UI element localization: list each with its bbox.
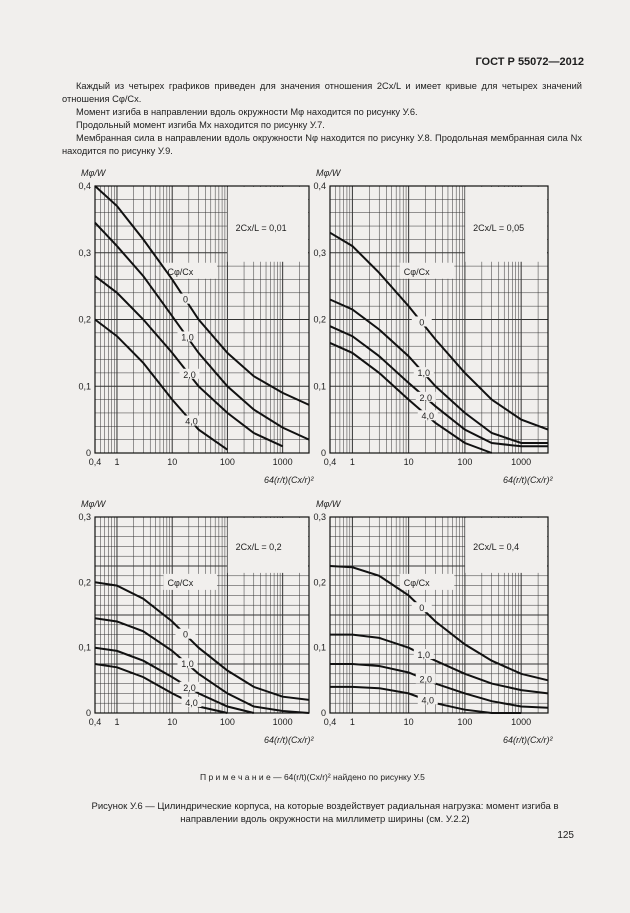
y-tick-label: 0,1 [78, 642, 91, 653]
x-tick-label: 0,4 [323, 717, 337, 727]
y-tick-label: 0,1 [313, 642, 326, 653]
x-tick-label: 1000 [272, 717, 293, 727]
y-tick-label: 0,2 [313, 314, 326, 325]
series-label: 4,0 [185, 416, 198, 427]
x-tick-label: 0,4 [88, 717, 102, 727]
x-tick-label: 100 [457, 457, 473, 467]
x-axis-label: 64(r/t)(Cx/r)² [264, 475, 314, 485]
y-tick-label: 0 [320, 708, 326, 718]
series-label: 1,0 [417, 368, 431, 379]
y-tick-label: 0,4 [313, 181, 326, 191]
series-label: 1,0 [181, 659, 194, 670]
x-tick-label: 10 [167, 717, 178, 727]
x-tick-label: 10 [167, 457, 178, 467]
y-tick-label: 0,2 [78, 577, 91, 588]
y-tick-label: 0,3 [313, 247, 326, 258]
series-label: 2,0 [183, 682, 196, 693]
figure-caption: Рисунок У.6 — Цилиндрические корпуса, на которые воздействует радиальная нагрузка: момент изгиба в направлении вдоль окружности на миллиметр ширины (см. У.2.2) [91, 801, 559, 825]
param-label: 2Cx/L = 0,01 [235, 222, 287, 233]
series-label: 1,0 [417, 650, 431, 661]
paragraph-circumferential-moment: Момент изгиба в направлении вдоль окружности Mφ находится по рисунку У.6. [76, 107, 418, 117]
y-tick-label: 0,3 [78, 247, 91, 258]
series-label: 1,0 [181, 332, 194, 343]
series-label: 0 [182, 294, 188, 305]
x-tick-label: 0,4 [323, 457, 337, 467]
series-label: 2,0 [419, 392, 433, 403]
series-line-1 [95, 582, 309, 700]
chart-panel-1 [78, 168, 314, 485]
x-tick-label: 1000 [511, 717, 532, 727]
chart-panel-2 [313, 168, 553, 485]
y-tick-label: 0,2 [78, 314, 91, 325]
x-tick-label: 1000 [511, 457, 532, 467]
series-line-1 [330, 233, 548, 430]
series-label: 0 [419, 603, 425, 614]
x-axis-label: 64(r/t)(Cx/r)² [503, 735, 553, 745]
y-tick-label: 0,4 [78, 181, 91, 191]
y-tick-label: 0,2 [313, 577, 326, 588]
paragraph-membrane-force: Мембранная сила в направлении вдоль окружности Nφ находится по рисунку У.8. Продольная мембранная сила Nx находится по рисунку У.9. [62, 133, 582, 156]
paragraph-longitudinal-moment: Продольный момент изгиба Mx находится по рисунку У.7. [76, 120, 325, 130]
x-tick-label: 100 [219, 457, 235, 467]
y-tick-label: 0,1 [313, 381, 326, 392]
x-tick-label: 1 [349, 457, 355, 467]
legend-title: Cφ/Cx [167, 577, 194, 588]
paragraph-graphs: Каждый из четырех графиков приведен для значения отношения 2Cx/L и имеет кривые для четырех значений отношения Cφ/Cx. [62, 81, 582, 104]
legend-title: Cφ/Cx [167, 266, 194, 277]
x-tick-label: 100 [219, 717, 235, 727]
series-label: 0 [419, 317, 425, 328]
y-tick-label: 0,1 [78, 381, 91, 392]
y-tick-label: 0 [85, 708, 91, 718]
y-tick-label: 0,3 [313, 512, 326, 522]
x-tick-label: 1 [349, 717, 355, 727]
page-number: 125 [557, 830, 574, 841]
chart-panel-3 [78, 499, 314, 745]
legend-title: Cφ/Cx [403, 266, 430, 277]
series-label: 2,0 [419, 674, 433, 685]
series-line-2 [95, 618, 309, 713]
x-tick-label: 1000 [272, 457, 293, 467]
y-tick-label: 0 [320, 448, 326, 458]
series-label: 4,0 [421, 411, 435, 422]
series-label: 4,0 [185, 697, 198, 708]
y-tick-label: 0,3 [78, 512, 91, 522]
series-line-2 [330, 300, 548, 444]
x-tick-label: 10 [403, 717, 414, 727]
x-tick-label: 100 [457, 717, 473, 727]
figure-note: П р и м е ч а н и е — 64(r/t)(Cx/r)² найдено по рисунку У.5 [200, 772, 425, 782]
y-tick-label: 0 [85, 448, 91, 458]
document-header: ГОСТ Р 55072—2012 [475, 56, 584, 68]
param-label: 2Cx/L = 0,05 [473, 222, 525, 233]
param-label: 2Cx/L = 0,4 [473, 541, 520, 552]
x-axis-label: 64(r/t)(Cx/r)² [503, 475, 553, 485]
y-axis-label: Mφ/W [316, 499, 341, 509]
y-axis-label: Mφ/W [81, 499, 106, 509]
series-label: 4,0 [421, 695, 435, 706]
x-tick-label: 10 [403, 457, 414, 467]
param-label: 2Cx/L = 0,2 [235, 541, 282, 552]
x-tick-label: 1 [114, 717, 120, 727]
x-tick-label: 0,4 [88, 457, 102, 467]
chart-panel-4 [313, 499, 553, 745]
x-axis-label: 64(r/t)(Cx/r)² [264, 735, 314, 745]
x-tick-label: 1 [114, 457, 120, 467]
legend-title: Cφ/Cx [403, 577, 430, 588]
series-label: 2,0 [183, 369, 196, 380]
series-label: 0 [182, 629, 188, 640]
y-axis-label: Mφ/W [316, 168, 341, 178]
y-axis-label: Mφ/W [81, 168, 106, 178]
